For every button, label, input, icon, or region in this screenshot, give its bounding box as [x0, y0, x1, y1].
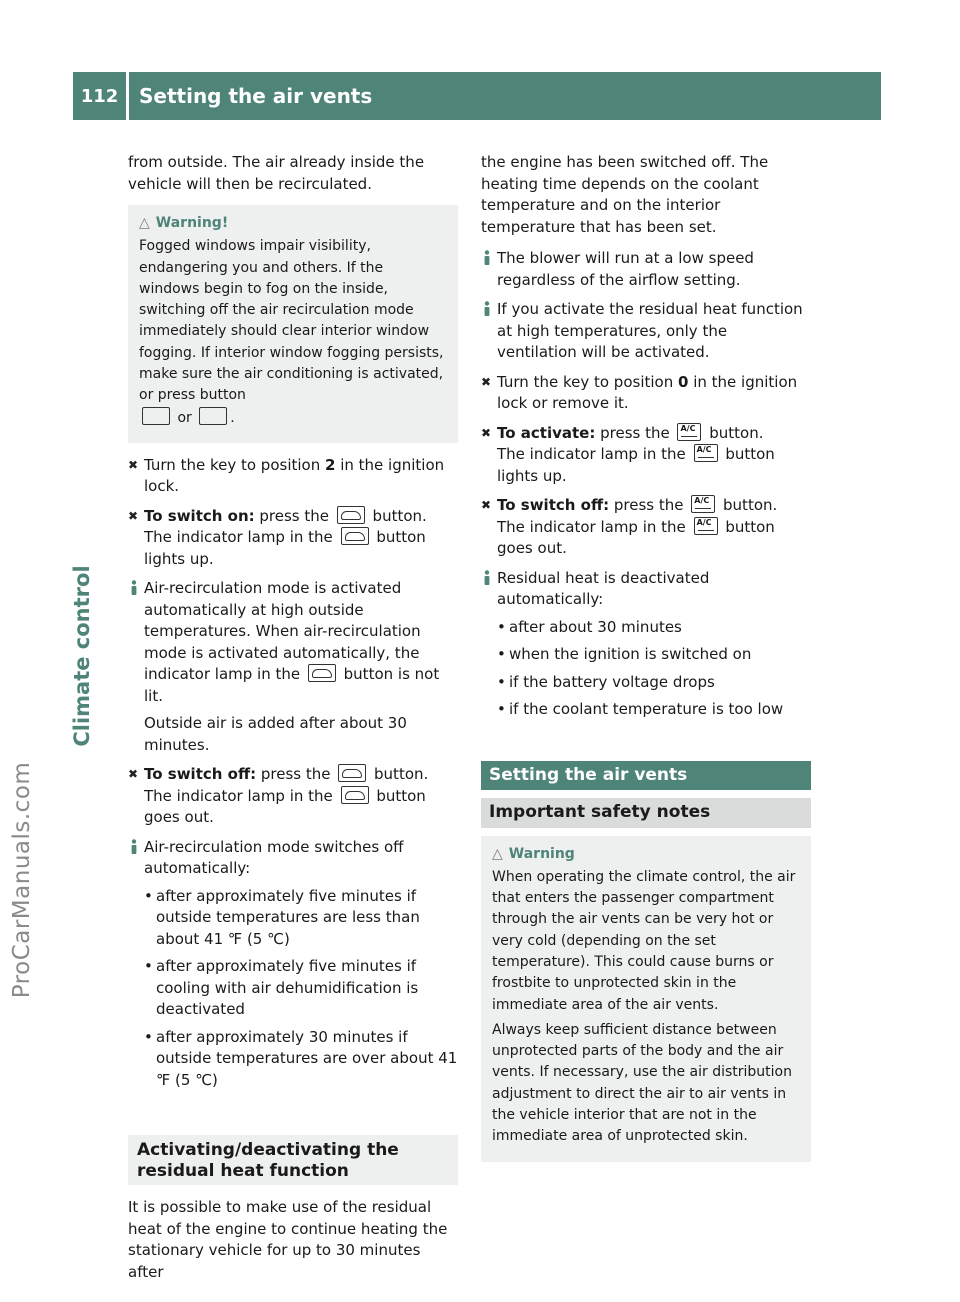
step-arrow-icon: ✖: [128, 767, 139, 782]
step-text: button.: [718, 496, 778, 514]
recirculation-button-icon: [337, 506, 365, 524]
side-tab-label: Climate control: [70, 565, 94, 747]
info-icon: [481, 250, 493, 265]
warning-triangle-icon: △: [139, 215, 150, 231]
info-text: Residual heat is deactivated automatically:: [497, 568, 710, 608]
step-text: button goes out.: [144, 786, 426, 827]
info-icon: [128, 839, 140, 854]
recirculation-button-icon: [341, 527, 369, 545]
step-switch-on: [128, 506, 458, 571]
section-heading: Activating/deactivating the residual heat function: [128, 1135, 458, 1185]
front-defrost-button-icon: [199, 407, 227, 425]
page-title: Setting the air vents: [139, 84, 373, 108]
residual-heat-button-icon: [691, 495, 715, 513]
residual-heat-button-icon: [677, 423, 701, 441]
warning-title-text: Warning!: [155, 215, 229, 231]
list-item: • after about 30 minutes: [497, 617, 811, 639]
step-text: Turn the key to position: [497, 372, 678, 391]
left-column: [128, 152, 458, 1293]
warning-text: Always keep sufficient distance between unprotected parts of the body and the air vents. If necessary, use the air distribution adjustment to direct the air to air vents in the vehicle interior that are not in the immediate area of unprotected skin.: [492, 1021, 792, 1145]
step-bold: To switch off:: [144, 765, 257, 784]
info-text: [144, 578, 458, 707]
step-text: The indicator lamp in the: [497, 517, 691, 536]
step-text: The indicator lamp in the: [144, 786, 338, 805]
step-arrow-icon: ✖: [481, 498, 492, 512]
step-text: button.: [369, 765, 429, 784]
info-note: [128, 578, 458, 756]
step-activate: [481, 423, 811, 488]
step-switch-off: [128, 764, 458, 829]
step-bold: To switch on:: [144, 506, 255, 525]
list-item: • if the coolant temperature is too low: [497, 699, 811, 721]
list-item: • after approximately five minutes if outside temperatures are less than about 41 ℉ (5 ℃): [144, 886, 458, 951]
recirculation-button-icon: [338, 764, 366, 782]
step-arrow-icon: ✖: [481, 374, 492, 389]
section-text: It is possible to make use of the residual heat of the engine to continue heating the stationary vehicle for up to 30 minutes after: [128, 1198, 448, 1281]
warning-title: [492, 844, 799, 865]
step-text: in the ignition lock or remove it.: [497, 372, 798, 412]
residual-heat-button-icon: [694, 444, 718, 462]
step-text: The indicator lamp in the: [497, 445, 691, 463]
step-bold: 0: [678, 372, 689, 391]
step-text: button goes out.: [497, 517, 775, 557]
intro-text: from outside. The air already inside the vehicle will then be recirculated.: [128, 153, 425, 193]
list-item: • after approximately five minutes if cooling with air dehumidification is deactivated: [144, 956, 458, 1021]
step-arrow-icon: ✖: [481, 425, 492, 440]
list-item: • after approximately 30 minutes if outside temperatures are over about 41 ℉ (5 ℃): [144, 1027, 458, 1092]
info-note: [481, 299, 811, 364]
step-text: press the: [595, 423, 675, 442]
residual-heat-button-icon: [694, 517, 718, 535]
list-item: • if the battery voltage drops: [497, 672, 811, 694]
section-heading: Setting the air vents: [481, 761, 811, 791]
subsection-heading: Important safety notes: [481, 798, 811, 828]
step-bold: To switch off:: [497, 496, 610, 514]
step-text: button lights up.: [497, 445, 775, 485]
page-header: [73, 72, 881, 120]
info-note: [481, 568, 811, 721]
step-text: in the ignition lock.: [144, 455, 445, 496]
info-icon: [481, 570, 493, 585]
step-text: button.: [367, 506, 427, 525]
warning-box: [128, 205, 458, 443]
step-text: press the: [254, 506, 334, 525]
bullet-list: [497, 617, 811, 721]
step-text: button lights up.: [144, 528, 426, 568]
warning-title-text: Warning: [508, 845, 575, 862]
info-icon: [128, 580, 140, 595]
warning-triangle-icon: △: [492, 845, 503, 862]
warning-title: [139, 213, 446, 234]
step-text: button.: [704, 423, 764, 442]
warning-text: When operating the climate control, the air that enters the passenger compartment through the air vents can be very hot or very cold (depending on the set temperature). This could cause burns or frostbite to unprotected skin in the immediate area of the air vents.: [492, 868, 796, 1013]
step-text: press the: [256, 765, 336, 784]
info-text: The blower will run at a low speed regardless of the airflow setting.: [497, 249, 754, 289]
recirculation-button-icon: [341, 786, 369, 804]
step-arrow-icon: ✖: [128, 508, 139, 523]
info-body: Air-recirculation mode is activated automatically at high outside temperatures. When air-recirculation mode is activated automatically, the indicator lamp in the: [144, 579, 421, 684]
info-note: [128, 837, 458, 1092]
info-text: Air-recirculation mode switches off automatically:: [144, 837, 404, 878]
step-text: Turn the key to position: [144, 455, 325, 474]
info-text: If you activate the residual heat function at high temperatures, only the ventilation will be activated.: [497, 300, 803, 361]
rear-defrost-button-icon: [142, 407, 170, 425]
info-body: button is not lit.: [144, 665, 440, 705]
warning-text: Fogged windows impair visibility, endangering you and others. If the windows begin to fog on the inside, switching off the air recirculation mode immediately should clear interior window fogging. If interior window fogging persists, make sure the air conditioning is activated, or press button or .: [139, 238, 444, 426]
recirculation-button-icon: [308, 664, 336, 682]
step-turn-key: [128, 455, 458, 498]
step-text: The indicator lamp in the: [144, 528, 338, 547]
bullet-list: [144, 886, 458, 1092]
step-switch-off: [481, 495, 811, 560]
step-turn-key: [481, 372, 811, 415]
warning-body: Fogged windows impair visibility, endangering you and others. If the windows begin to fog on the inside, switching off the air recirculation mode immediately should clear interior window fogging. If interior window fogging persists, make sure the air conditioning is activated, or press button: [139, 238, 444, 404]
step-text: press the: [609, 496, 689, 514]
info-text: Outside air is added after about 30 minutes.: [144, 714, 407, 754]
step-bold: To activate:: [497, 423, 596, 442]
step-bold: 2: [325, 455, 336, 474]
page-number: 112: [73, 72, 129, 120]
info-icon: [481, 301, 493, 316]
warning-or: or: [177, 409, 192, 426]
step-arrow-icon: ✖: [128, 457, 139, 472]
info-note: [481, 248, 811, 291]
right-column: [481, 152, 811, 1174]
side-tab-band: [73, 140, 127, 1160]
watermark-text: ProCarManuals.com: [9, 761, 35, 999]
intro-text: the engine has been switched off. The heating time depends on the coolant temperature and on the interior temperature that has been set.: [481, 153, 769, 236]
list-item: • when the ignition is switched on: [497, 644, 811, 666]
warning-box: [481, 836, 811, 1162]
